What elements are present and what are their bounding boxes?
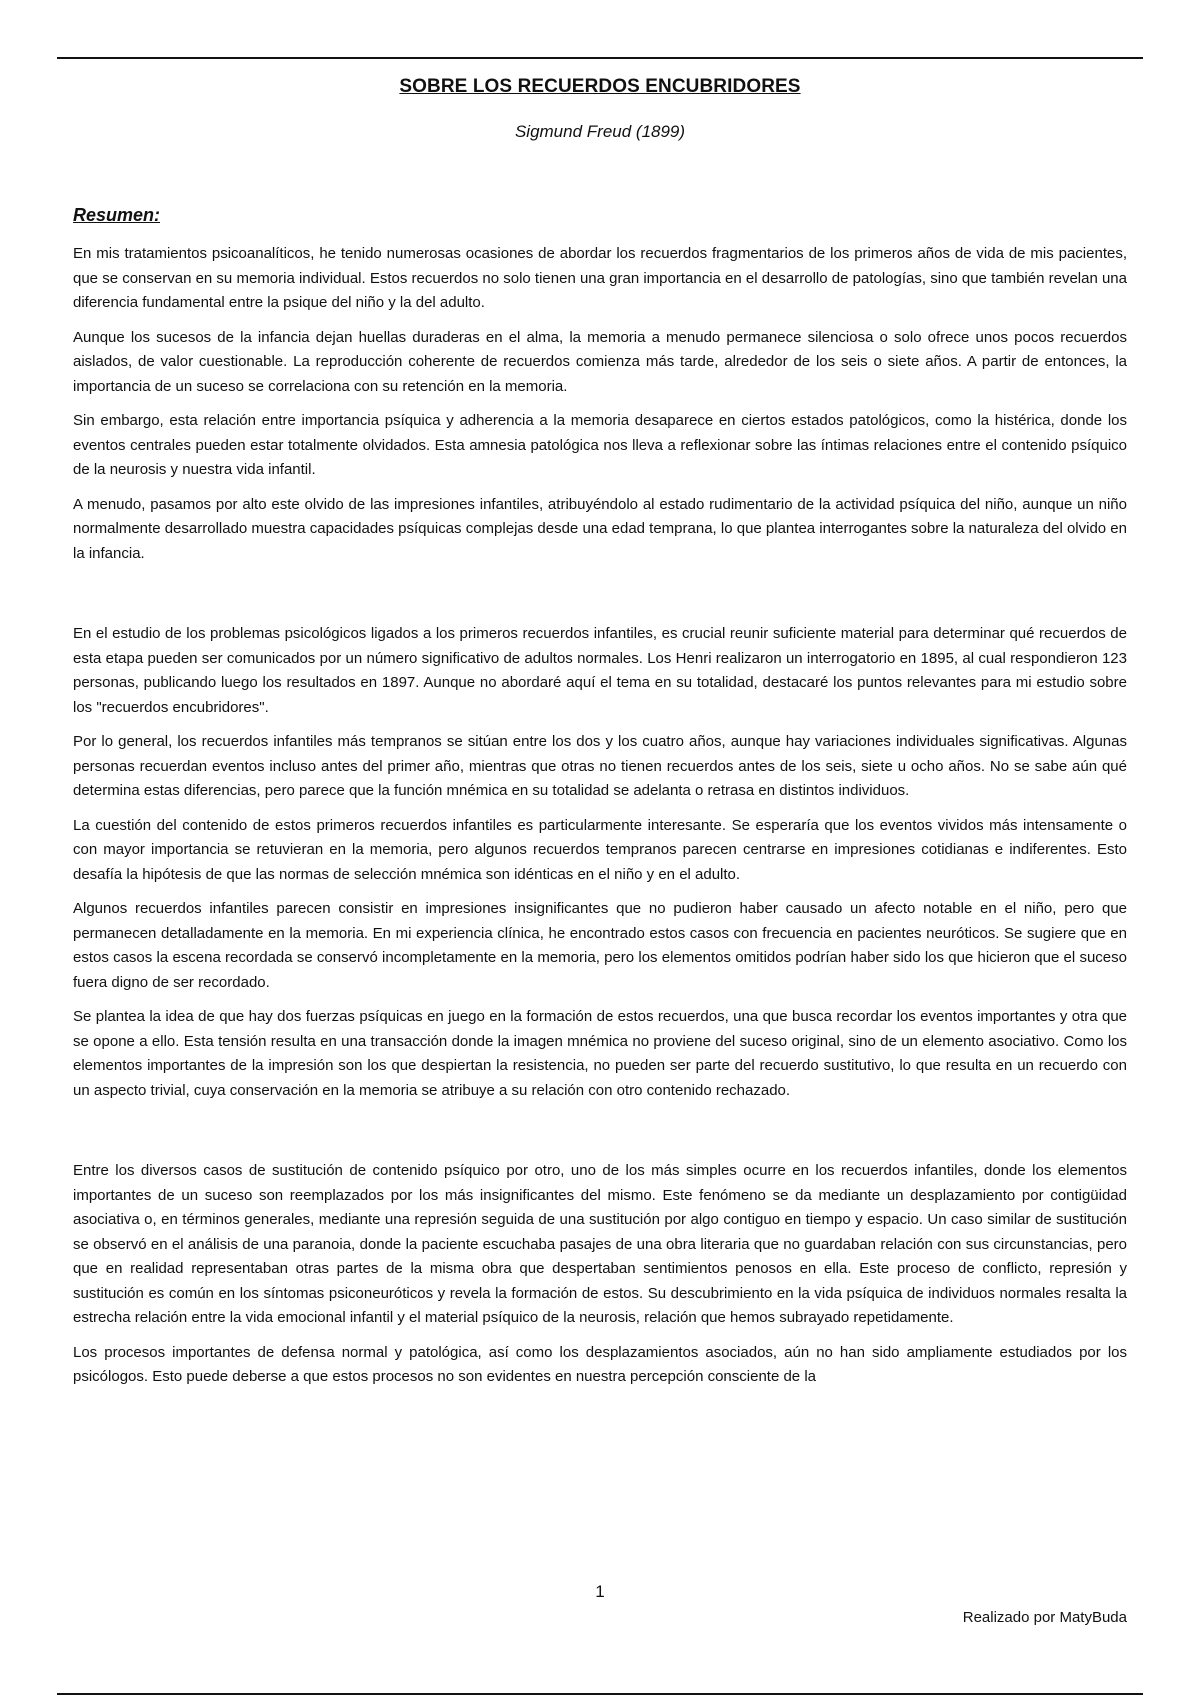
paragraph: En mis tratamientos psicoanalíticos, he tenido numerosas ocasiones de abordar los recuerdos fragmentarios de los primeros años de vida de mis pacientes, que se conservan en su memoria individual. Estos recuerdos no solo tienen una gran importancia en el desarrollo de patologías, sino que también revelan una diferencia fundamental entre la psique del niño y la del adulto. (73, 245, 1127, 311)
bottom-rule (57, 1693, 1143, 1695)
paragraph: En el estudio de los problemas psicológicos ligados a los primeros recuerdos infantiles, es crucial reunir suficiente material para determinar qué recuerdos de esta etapa pueden ser comunicados por un número significativo de adultos normales. Los Henri realizaron un interrogatorio en 1895, al cual respondieron 123 personas, publicando luego los resultados en 1897. Aunque no abordaré aquí el tema en su totalidad, destacaré los puntos relevantes para mi estudio sobre los "recuerdos encubridores". (73, 625, 1127, 716)
page-number: 1 (595, 1582, 605, 1601)
paragraph: Sin embargo, esta relación entre importancia psíquica y adherencia a la memoria desaparece en ciertos estados patológicos, como la histérica, donde los eventos centrales pueden estar totalmente olvidados. Esta amnesia patológica nos lleva a reflexionar sobre las íntimas relaciones entre el contenido psíquico de la neurosis y nuestra vida infantil. (73, 412, 1127, 478)
section-gap (73, 576, 1127, 622)
author-line: Sigmund Freud (1899) (514, 122, 686, 141)
paragraph: Algunos recuerdos infantiles parecen consistir en impresiones insignificantes que no pudieron haber causado un afecto notable en el niño, pero que permanecen detalladamente en la memoria. En mi experiencia clínica, he encontrado estos casos con frecuencia en pacientes neuróticos. Se sugiere que en estos casos la escena recordada se conservó incompletamente en la memoria, pero los elementos omitidos podrían haber sido los que hicieron que el suceso fuera digno de ser recordado. (73, 900, 1127, 991)
paragraph: La cuestión del contenido de estos primeros recuerdos infantiles es particularmente interesante. Se esperaría que los eventos vividos más intensamente o con mayor importancia se retuvieran en la memoria, pero algunos recuerdos tempranos parecen centrarse en impresiones cotidianas e indiferentes. Esto desafía la hipótesis de que las normas de selección mnémica son idénticas en el niño y en el adulto. (73, 816, 1127, 883)
paragraph: A menudo, pasamos por alto este olvido de las impresiones infantiles, atribuyéndolo al estado rudimentario de la actividad psíquica del niño, aunque un niño normalmente desarrollado muestra capacidades psíquicas complejas desde una edad temprana, lo que plantea interrogantes sobre la naturaleza del olvido en la infancia. (73, 495, 1127, 562)
document-title: SOBRE LOS RECUERDOS ENCUBRIDORES (399, 76, 801, 97)
paragraph: Se plantea la idea de que hay dos fuerzas psíquicas en juego en la formación de estos recuerdos, una que busca recordar los eventos importantes y otra que se opone a ello. Esta tensión resulta en una transacción donde la imagen mnémica no proviene del suceso original, sino de un elemento asociativo. Como los elementos importantes de la impresión son los que despiertan la resistencia, no pueden ser parte del recuerdo sustitutivo, lo que resulta en un recuerdo con un aspecto trivial, cuya conservación en la memoria se atribuye a su relación con otro contenido rechazado. (73, 1008, 1127, 1099)
paragraph: Entre los diversos casos de sustitución de contenido psíquico por otro, uno de los más simples ocurre en los recuerdos infantiles, donde los elementos importantes de un suceso son reemplazados por los más insignificantes del mismo. Este fenómeno se da mediante un desplazamiento por contigüidad asociativa o, en términos generales, mediante una represión seguida de una sustitución por algo contiguo en tiempo y espacio. Un caso similar de sustitución se observó en el análisis de una paranoia, donde la paciente escuchaba pasajes de una obra literaria que no guardaban relación con sus circunstancias, pero que en realidad representaban otras partes de la misma obra que despertaban sentimientos penosos en ella. Este proceso de conflicto, represión y sustitución es común en los síntomas psiconeuróticos y revela la formación de estos. Su descubrimiento en la vida psíquica de individuos normales resalta la estrecha relación entre la vida emocional infantil y el material psíquico de la neurosis, relación que hemos subrayado repetidamente. (73, 1162, 1127, 1326)
paragraph: Aunque los sucesos de la infancia dejan huellas duraderas en el alma, la memoria a menudo permanece silenciosa o solo ofrece unos pocos recuerdos aislados, de valor cuestionable. La reproducción coherente de recuerdos comienza más tarde, alrededor de los seis o siete años. A partir de entonces, la importancia de un suceso se correlaciona con su retención en la memoria. (73, 328, 1127, 395)
document-body (73, 205, 1127, 1400)
top-rule (57, 57, 1143, 59)
credit-line: Realizado por MatyBuda (962, 1609, 1127, 1626)
section-heading: Resumen: (73, 205, 161, 225)
paragraph: Por lo general, los recuerdos infantiles más tempranos se sitúan entre los dos y los cuatro años, aunque hay variaciones individuales significativas. Algunas personas recuerdan eventos incluso antes del primer año, mientras que otras no tienen recuerdos antes de los seis, siete u ocho años. No se sabe aún qué determina estas diferencias, pero parece que la función mnémica en su totalidad se adelanta o retrasa en distintos individuos. (73, 733, 1127, 799)
paragraph: Los procesos importantes de defensa normal y patológica, así como los desplazamientos asociados, aún no han sido ampliamente estudiados por los psicólogos. Esto puede deberse a que estos procesos no son evidentes en nuestra percepción consciente de la (73, 1343, 1127, 1385)
section-gap (73, 1113, 1127, 1159)
